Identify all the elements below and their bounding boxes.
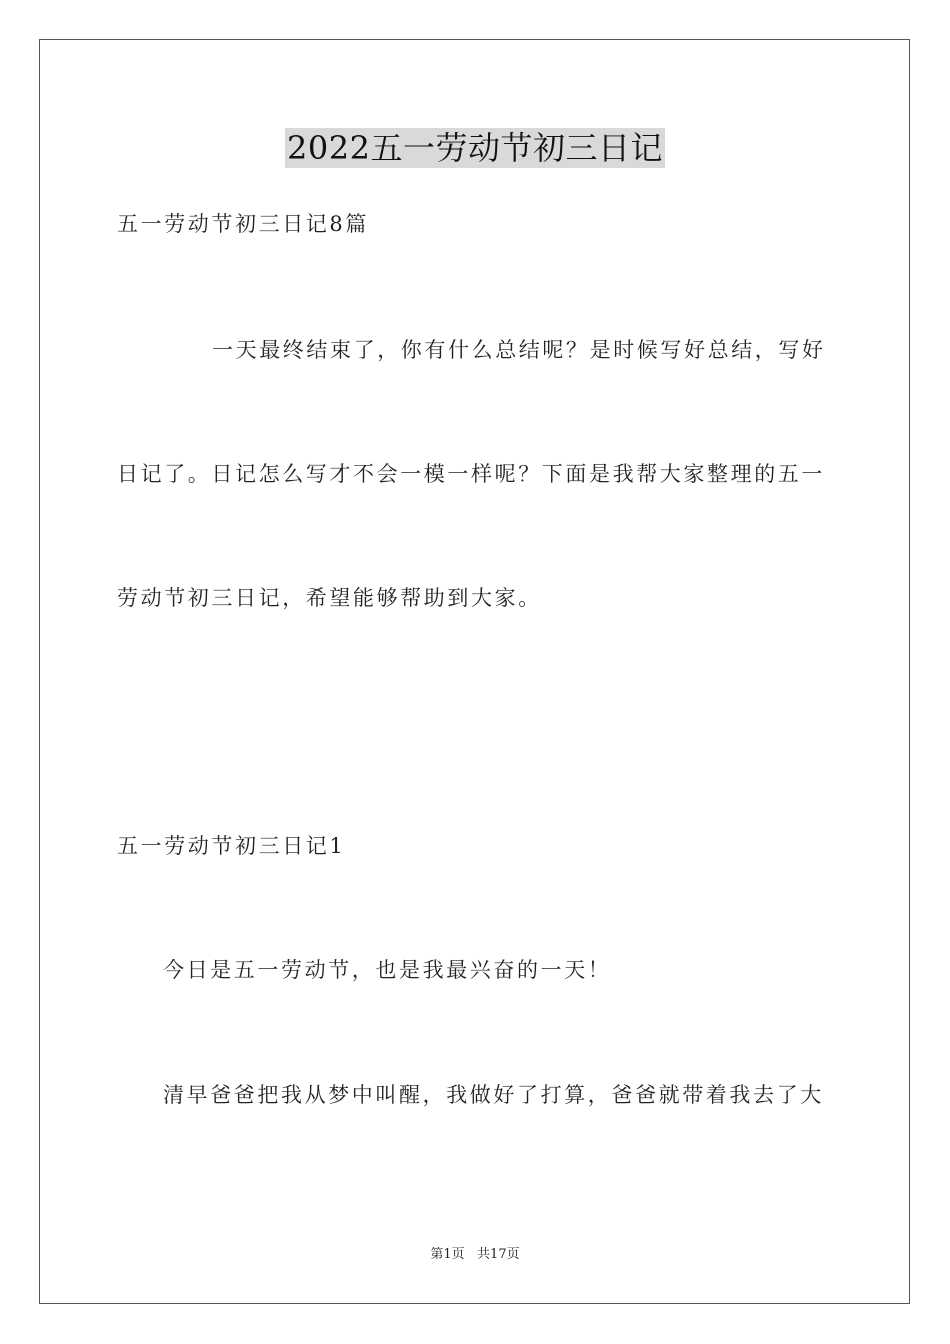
document-subtitle: 五一劳动节初三日记8篇 bbox=[117, 212, 369, 236]
body-line-2: 清早爸爸把我从梦中叫醒，我做好了打算，爸爸就带着我去了大 bbox=[163, 1083, 824, 1107]
intro-line-1: 一天最终结束了，你有什么总结呢？是时候写好总结，写好 bbox=[212, 338, 826, 362]
section-heading: 五一劳动节初三日记1 bbox=[117, 834, 346, 858]
intro-line-3: 劳动节初三日记，希望能够帮助到大家。 bbox=[117, 586, 542, 610]
title-container bbox=[0, 128, 950, 168]
body-line-1: 今日是五一劳动节，也是我最兴奋的一天！ bbox=[163, 958, 612, 982]
intro-line-2: 日记了。日记怎么写才不会一模一样呢？下面是我帮大家整理的五一 bbox=[117, 462, 825, 486]
page-number-footer: 第1页 共17页 bbox=[430, 1247, 520, 1262]
document-title: 2022五一劳动节初三日记 bbox=[287, 129, 663, 167]
